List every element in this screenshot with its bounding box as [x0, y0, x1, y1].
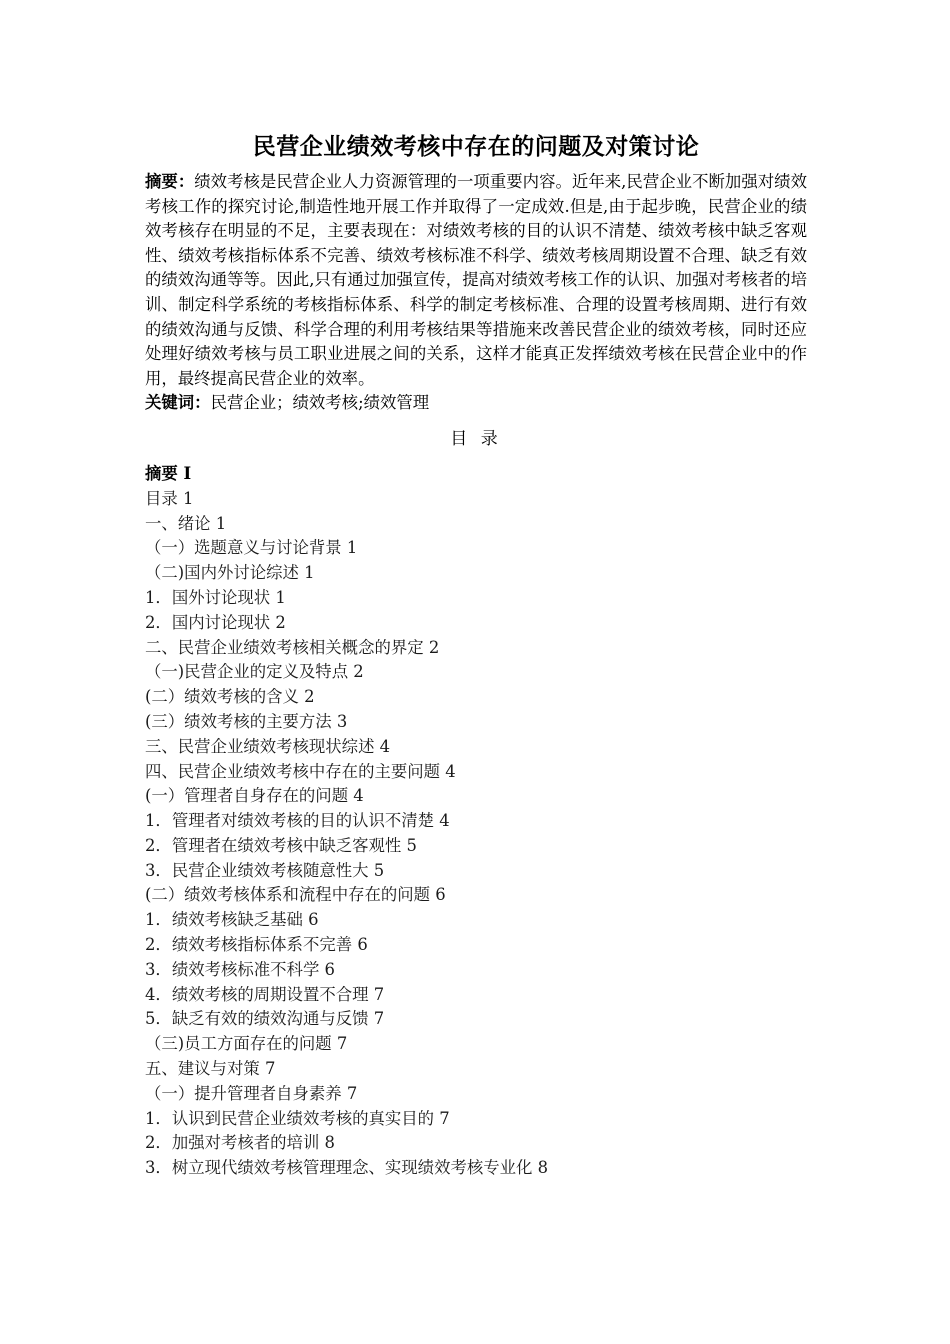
- toc-entry: 摘要 I: [145, 463, 192, 483]
- toc-entry: 二、民营企业绩效考核相关概念的界定 2: [145, 637, 440, 657]
- document-title: 民营企业绩效考核中存在的问题及对策讨论: [252, 134, 700, 160]
- toc-entry: （一)民营企业的定义及特点 2: [145, 662, 364, 682]
- toc-entry: （三)员工方面存在的问题 7: [145, 1034, 348, 1054]
- toc-entry: 目录 1: [145, 488, 194, 508]
- toc-entry: 1．国外讨论现状 1: [145, 587, 286, 607]
- toc-entry: 1．管理者对绩效考核的目的认识不清楚 4: [145, 811, 450, 831]
- keywords-paragraph: [145, 391, 807, 416]
- table-of-contents: [145, 462, 807, 1181]
- toc-entry: 3．绩效考核标准不科学 6: [145, 959, 335, 979]
- toc-entry: 3．民营企业绩效考核随意性大 5: [145, 860, 385, 880]
- toc-entry: 1．认识到民营企业绩效考核的真实目的 7: [145, 1108, 450, 1128]
- toc-entry: 2．国内讨论现状 2: [145, 612, 286, 632]
- toc-entry: （一）提升管理者自身素养 7: [145, 1083, 358, 1103]
- toc-entry: 五、建议与对策 7: [145, 1059, 276, 1079]
- abstract-paragraph: [145, 170, 807, 391]
- toc-entry: 三、民营企业绩效考核现状综述 4: [145, 736, 391, 756]
- toc-entry: 2．管理者在绩效考核中缺乏客观性 5: [145, 835, 417, 855]
- abstract-text: 绩效考核是民营企业人力资源管理的一项重要内容。近年来,民营企业不断加强对绩效考核工作的探究讨论,制造性地开展工作并取得了一定成效.但是,由于起步晚，民营企业的绩效考核存在明显的不足，主要表现在：对绩效考核的目的认识不清楚、绩效考核中缺乏客观性、绩效考核指标体系不完善、绩效考核标准不科学、绩效考核周期设置不合理、缺乏有效的绩效沟通等等。因此,只有通过加强宣传，提高对绩效考核工作的认识、加强对考核者的培训、制定科学系统的考核指标体系、科学的制定考核标准、合理的设置考核周期、进行有效的绩效沟通与反馈、科学合理的利用考核结果等措施来改善民营企业的绩效考核，同时还应处理好绩效考核与员工职业进展之间的关系，这样才能真正发挥绩效考核在民营企业中的作用，最终提高民营企业的效率。: [145, 172, 807, 388]
- toc-entry: (二）绩效考核体系和流程中存在的问题 6: [145, 885, 446, 905]
- toc-entry: 2．加强对考核者的培训 8: [145, 1133, 335, 1153]
- toc-entry: （一）选题意义与讨论背景 1: [145, 538, 358, 558]
- toc-entry: （二)国内外讨论综述 1: [145, 563, 315, 583]
- toc-title: 目 录: [450, 428, 502, 449]
- toc-entry: 一、绪论 1: [145, 513, 227, 533]
- toc-entry: 3．树立现代绩效考核管理理念、实现绩效考核专业化 8: [145, 1158, 549, 1178]
- keywords-text: 民营企业；绩效考核;绩效管理: [210, 393, 430, 413]
- toc-entry: 4．绩效考核的周期设置不合理 7: [145, 984, 385, 1004]
- keywords-label: 关键词：: [145, 393, 211, 413]
- toc-entry: 2．绩效考核指标体系不完善 6: [145, 935, 368, 955]
- toc-entry: (一）管理者自身存在的问题 4: [145, 786, 364, 806]
- abstract-label: 摘要：: [145, 172, 195, 191]
- toc-entry: 四、民营企业绩效考核中存在的主要问题 4: [145, 761, 456, 781]
- toc-entry: (二）绩效考核的含义 2: [145, 687, 315, 707]
- document-page: [145, 130, 807, 1181]
- toc-entry: (三）绩效考核的主要方法 3: [145, 711, 348, 731]
- toc-entry: 1．绩效考核缺乏基础 6: [145, 910, 319, 930]
- toc-entry: 5．缺乏有效的绩效沟通与反馈 7: [145, 1009, 385, 1029]
